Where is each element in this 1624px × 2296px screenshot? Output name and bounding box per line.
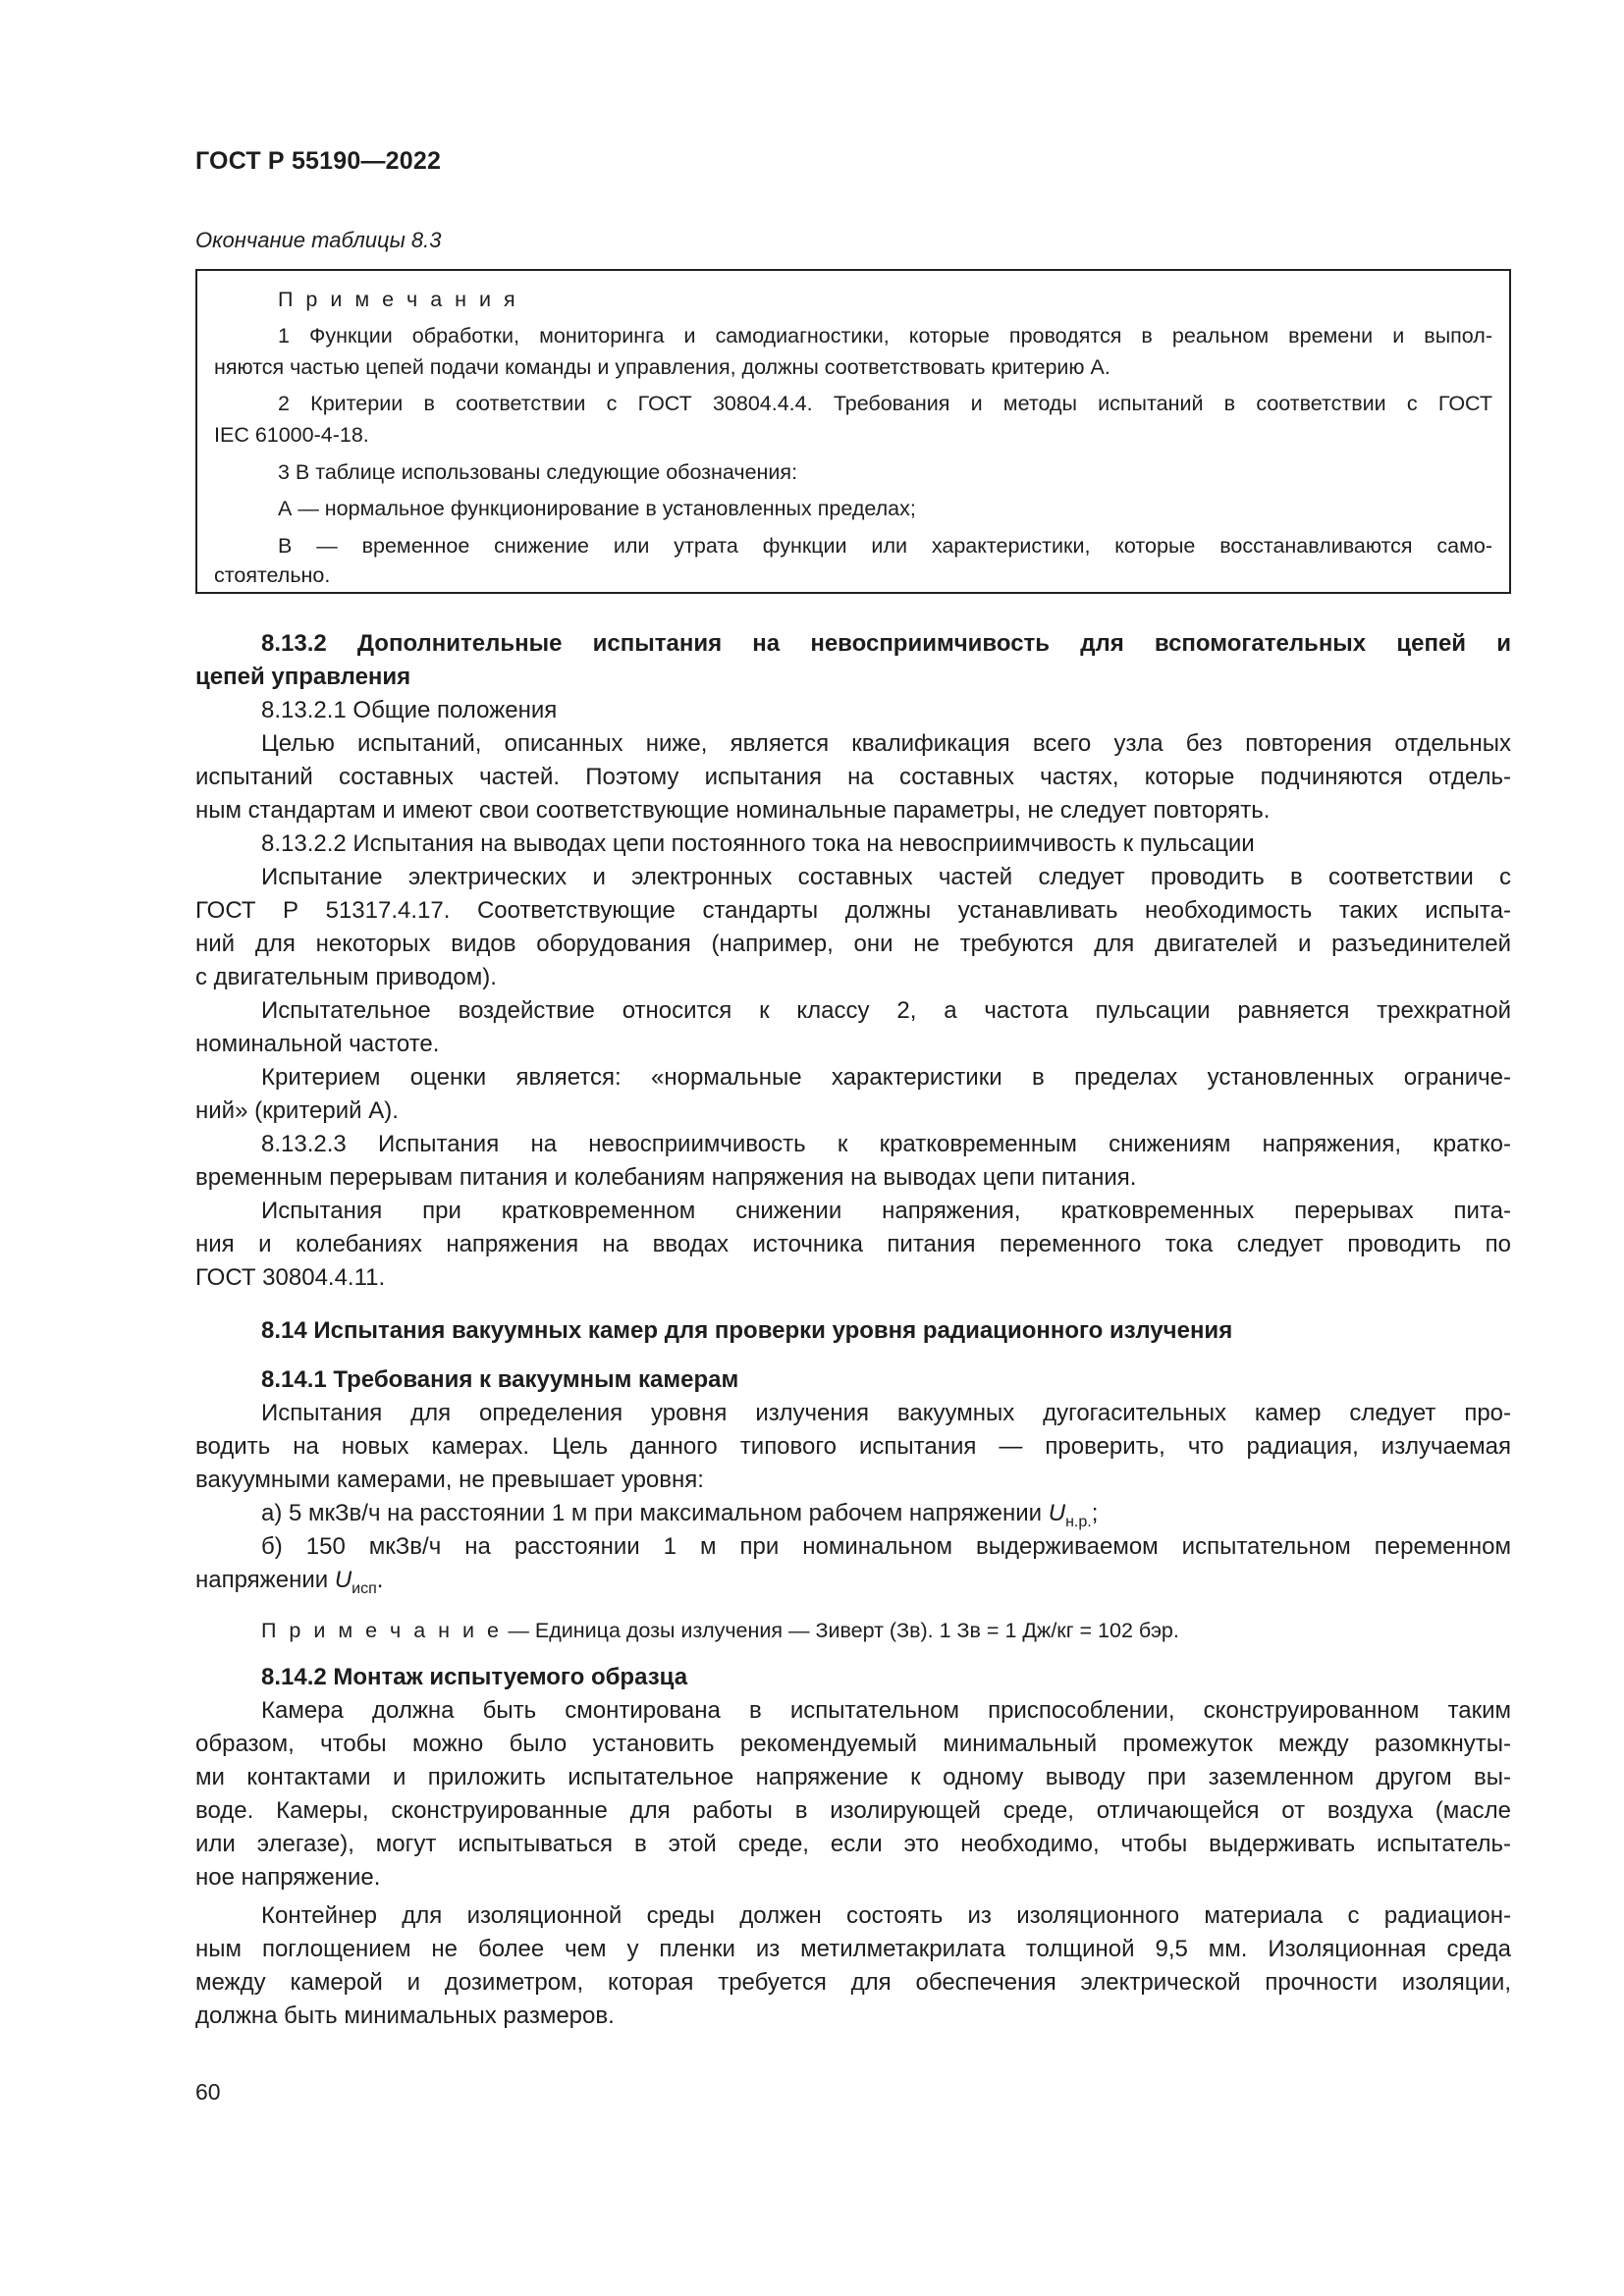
paragraph-line: Испытания при кратковременном снижении напряжения, кратковременных перерывах пита- [261,1198,1511,1224]
subheading-8-13-2-3-line-2: временным перерывам питания и колебаниям напряжения на выводах цепи питания. [195,1164,1137,1191]
note-text: — Единица дозы излучения — Зиверт (Зв). 1 Зв = 1 Дж/кг = 102 бэр. [502,1619,1179,1642]
paragraph-line: вакуумными камерами, не превышает уровня: [195,1467,704,1493]
paragraph-line: ний для некоторых видов оборудования (например, они не требуются для двигателей и разъединителей [195,931,1511,957]
list-item-b-line-2 [195,1564,1511,1606]
document-header: ГОСТ Р 55190—2022 [195,147,442,175]
subheading-8-13-2-1: 8.13.2.1 Общие положения [261,697,558,723]
paragraph-line: водить на новых камерах. Цель данного типового испытания — проверить, что радиация, излучаемая [195,1433,1511,1460]
paragraph-line: испытаний составных частей. Поэтому испытания на составных частях, которые подчиняются отдель- [195,764,1511,790]
table-caption: Окончание таблицы 8.3 [195,228,442,252]
note-2-line-2: IEC 61000-4-18. [214,423,369,447]
list-item-a-end: ; [1091,1500,1099,1526]
paragraph-line: ния и колебаниях напряжения на вводах источника питания переменного тока следует проводить по [195,1231,1511,1257]
paragraph-line: между камерой и дозиметром, которая требуется для обеспечения электрической прочности изоляции, [195,1969,1511,1996]
paragraph-line: ным поглощением не более чем у пленки из метилметакрилата толщиной 9,5 мм. Изоляционная среда [195,1936,1511,1962]
subheading-8-14-1: 8.14.1 Требования к вакуумным камерам [261,1366,739,1393]
paragraph-line: ГОСТ Р 51317.4.17. Соответствующие стандарты должны устанавливать необходимость таких испыта- [195,897,1511,924]
note-label: П р и м е ч а н и е [261,1619,503,1642]
note-radiation-unit [261,1614,1179,1647]
paragraph-line: образом, чтобы можно было установить рекомендуемый минимальный промежуток между разомкнуты- [195,1731,1511,1757]
list-item-a-symbol: U [1048,1500,1066,1526]
note-1-line-2: няются частью цепей подачи команды и управления, должны соответствовать критерию А. [214,355,1110,379]
paragraph-line: или элегазе), могут испытываться в этой среде, если это необходимо, чтобы выдерживать испытатель- [195,1831,1511,1857]
paragraph-line: воде. Камеры, сконструированные для работы в изолирующей среде, отличающейся от воздуха (масле [195,1797,1511,1824]
list-item-b-text: напряжении [195,1567,335,1593]
subheading-8-14-2: 8.14.2 Монтаж испытуемого образца [261,1664,688,1690]
list-item-b-subscript: исп [352,1580,377,1597]
paragraph-line: Камера должна быть смонтирована в испытательном приспособлении, сконструированном таким [261,1697,1511,1724]
note-1-line-1: 1 Функции обработки, мониторинга и самодиагностики, которые проводятся в реальном времени и выпол- [278,324,1492,347]
note-3-item-b-line-2: стоятельно. [214,563,331,587]
paragraph-line: Целью испытаний, описанных ниже, является квалификация всего узла без повторения отдельных [261,730,1511,757]
heading-8-13-2-line-1: 8.13.2 Дополнительные испытания на невосприимчивость для вспомогательных цепей и [261,630,1511,657]
heading-8-14: 8.14 Испытания вакуумных камер для проверки уровня радиационного излучения [261,1317,1233,1344]
note-2-line-1: 2 Критерии в соответствии с ГОСТ 30804.4.4. Требования и методы испытаний в соответствии с ГОСТ [278,392,1492,415]
list-item-b-line-1: б) 150 мкЗв/ч на расстоянии 1 м при номинальном выдерживаемом испытательном переменном [261,1533,1511,1560]
paragraph-line: ное напряжение. [195,1864,381,1891]
subheading-8-13-2-2: 8.13.2.2 Испытания на выводах цепи постоянного тока на невосприимчивость к пульсации [261,830,1255,857]
notes-title: П р и м е ч а н и я [278,288,519,311]
paragraph-line: ным стандартам и имеют свои соответствующие номинальные параметры, не следует повторять. [195,797,1271,824]
page-number: 60 [195,2079,221,2105]
note-3: 3 В таблице использованы следующие обозначения: [278,460,798,484]
list-item-a-text: а) 5 мкЗв/ч на расстоянии 1 м при максимальном рабочем напряжении [261,1500,1049,1526]
list-item-b-end: . [376,1567,384,1593]
paragraph-line: Испытание электрических и электронных составных частей следует проводить в соответствии с [261,864,1511,890]
paragraph-line: Испытательное воздействие относится к классу 2, а частота пульсации равняется трехкратной [261,997,1511,1024]
paragraph-line: Контейнер для изоляционной среды должен состоять из изоляционного материала с радиацион- [261,1902,1511,1929]
paragraph-line: Испытания для определения уровня излучения вакуумных дугогасительных камер следует про- [261,1400,1511,1426]
paragraph-line: ГОСТ 30804.4.11. [195,1264,386,1291]
heading-8-13-2-line-2: цепей управления [195,664,411,690]
list-item-b-symbol: U [334,1567,352,1593]
notes-box [195,269,1511,594]
list-item-a-subscript: н.р. [1065,1514,1092,1530]
paragraph-line: номинальной частоте. [195,1031,440,1057]
paragraph-line: должна быть минимальных размеров. [195,2002,615,2029]
paragraph-line: ний» (критерий А). [195,1097,399,1124]
paragraph-line: с двигательным приводом). [195,964,497,990]
paragraph-line: Критерием оценки является: «нормальные характеристики в пределах установленных ограниче- [261,1064,1511,1091]
subheading-8-13-2-3-line-1: 8.13.2.3 Испытания на невосприимчивость к кратковременным снижениям напряжения, кратко- [261,1131,1511,1157]
note-3-item-a: А — нормальное функционирование в установленных пределах; [278,497,916,520]
note-3-item-b-line-1: В — временное снижение или утрата функции или характеристики, которые восстанавливаются само- [278,534,1492,558]
paragraph-line: ми контактами и приложить испытательное напряжение к одному выводу при заземленном другом вы- [195,1764,1511,1790]
